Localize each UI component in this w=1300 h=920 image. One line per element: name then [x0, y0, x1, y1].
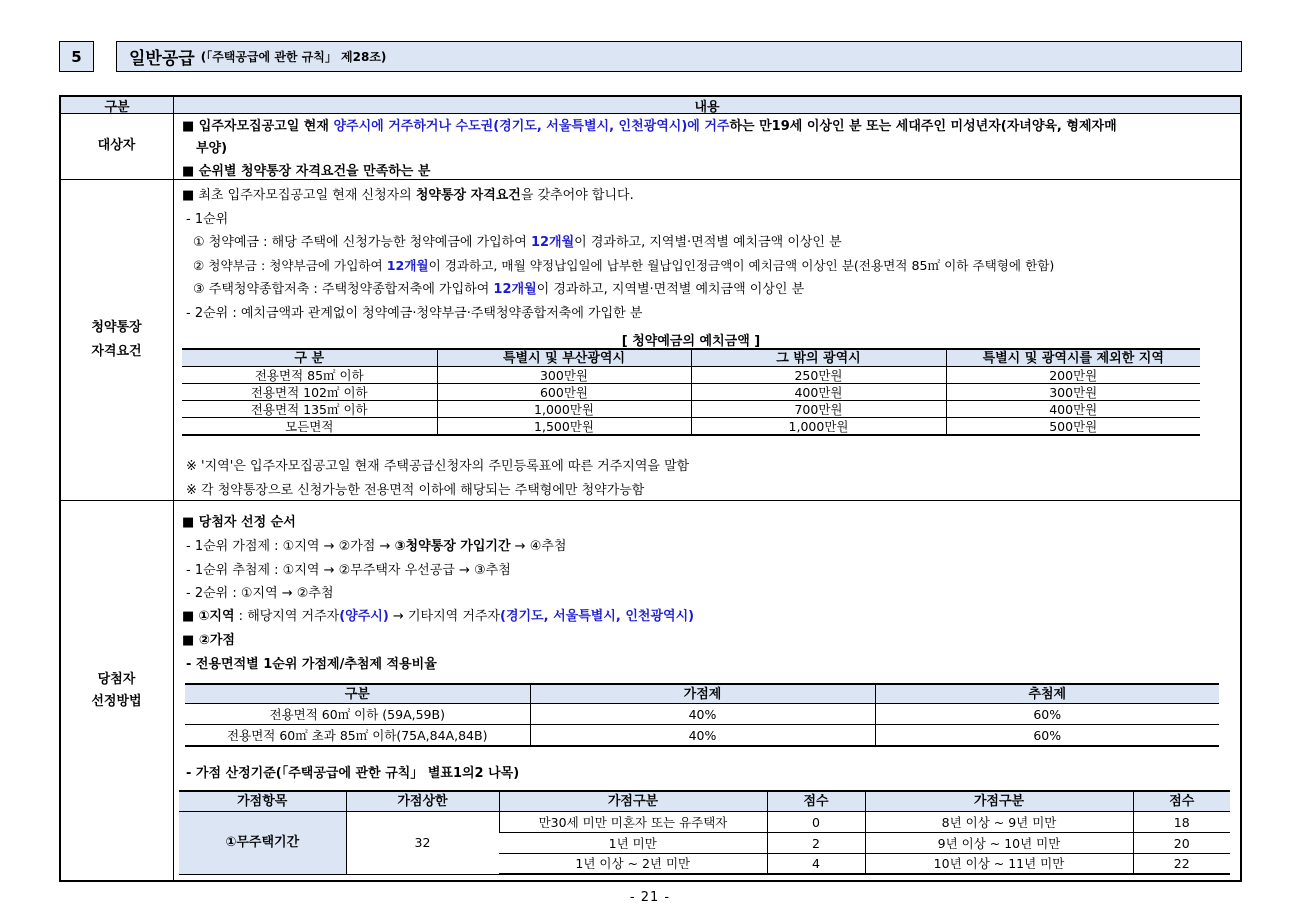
deposit-cell: 1,000만원 — [437, 401, 691, 418]
score-cell: 1년 이상 ~ 2년 미만 — [499, 854, 767, 875]
ratio-header: 가점제 — [530, 684, 875, 704]
score-header: 가점구분 — [865, 791, 1133, 812]
deposit-cell: 400만원 — [946, 401, 1200, 418]
deposit-cell: 500만원 — [946, 418, 1200, 436]
account-note-2: ※ 각 청약통장으로 신청가능한 전용면적 이하에 해당되는 주택형에만 청약가능함 — [186, 483, 645, 498]
winner-line-4: - 2순위 : ①지역 → ②추첨 — [186, 586, 334, 601]
winner-line-1: ■ 당첨자 선정 순서 — [182, 515, 296, 530]
section-heading — [116, 41, 1242, 72]
header-col-category: 구분 — [104, 100, 130, 115]
table-row — [185, 725, 1219, 747]
deposit-header: 그 밖의 광역시 — [691, 349, 946, 367]
section-title: 일반공급 — [129, 49, 195, 69]
deposit-cell: 1,000만원 — [691, 418, 946, 436]
score-cell: 22 — [1133, 854, 1230, 875]
row-label-account-1: 청약통장 — [91, 320, 142, 335]
winner-line-3: - 1순위 추첨제 : ①지역 → ②무주택자 우선공급 → ③추첨 — [186, 563, 511, 578]
target-line-1: ■ 입주자모집공고일 현재 양주시에 거주하거나 수도권(경기도, 서울특별시, 인천광역시)에 거주하는 만19세 이상인 분 또는 세대주인 미성년자(자녀양육, 형제자매 — [182, 119, 1117, 134]
row-divider — [59, 500, 1242, 501]
score-cell: 8년 이상 ~ 9년 미만 — [865, 812, 1133, 833]
score-cell: 10년 이상 ~ 11년 미만 — [865, 854, 1133, 875]
table-row — [182, 367, 1200, 384]
column-divider — [173, 95, 174, 882]
account-line-5: ③ 주택청약종합저축 : 주택청약종합저축에 가입하여 12개월이 경과하고, 지역별·면적별 예치금액 이상인 분 — [193, 282, 805, 297]
account-line-6: - 2순위 : 예치금액과 관계없이 청약예금·청약부금·주택청약종합저축에 가입한 분 — [186, 306, 643, 321]
score-header: 점수 — [767, 791, 865, 812]
table-row — [182, 384, 1200, 401]
deposit-header: 특별시 및 광역시를 제외한 지역 — [946, 349, 1200, 367]
ratio-cell: 60% — [875, 725, 1219, 747]
deposit-cell: 300만원 — [946, 384, 1200, 401]
deposit-cell: 400만원 — [691, 384, 946, 401]
header-col-content: 내용 — [694, 100, 720, 115]
winner-line-5: ■ ①지역 : 해당지역 거주자(양주시) → 기타지역 거주자(경기도, 서울특별시, 인천광역시) — [182, 609, 695, 624]
score-cell: 4 — [767, 854, 865, 875]
deposit-header: 구 분 — [182, 349, 437, 367]
account-line-1: ■ 최초 입주자모집공고일 현재 신청자의 청약통장 자격요건을 갖추어야 합니다. — [182, 188, 634, 203]
ratio-cell: 60% — [875, 704, 1219, 725]
ratio-cell: 전용면적 60㎡ 초과 85㎡ 이하(75A,84A,84B) — [185, 725, 530, 747]
ratio-header: 구분 — [185, 684, 530, 704]
account-note-1: ※ '지역'은 입주자모집공고일 현재 주택공급신청자의 주민등록표에 따른 거주지역을 말함 — [186, 459, 690, 474]
row-divider — [59, 179, 1242, 180]
row-label-target: 대상자 — [97, 138, 136, 153]
ratio-cell: 40% — [530, 725, 875, 747]
score-header: 가점항목 — [179, 791, 346, 812]
score-cell: 1년 미만 — [499, 833, 767, 854]
score-cell: 0 — [767, 812, 865, 833]
score-item-cell: ①무주택기간 — [179, 812, 346, 875]
account-line-4: ② 청약부금 : 청약부금에 가입하여 12개월이 경과하고, 매월 약정납입일에 납부한 월납입인정금액이 예치금액 이상인 분(전용면적 85㎡ 이하 주택형에 한함) — [193, 258, 1055, 273]
ratio-header: 추첨제 — [875, 684, 1219, 704]
target-line-3: ■ 순위별 청약통장 자격요건을 만족하는 분 — [182, 164, 431, 179]
row-label-account-2: 자격요건 — [91, 344, 142, 359]
deposit-header: 특별시 및 부산광역시 — [437, 349, 691, 367]
target-line-2: 부양) — [196, 141, 228, 156]
deposit-table — [182, 348, 1200, 436]
deposit-cell: 250만원 — [691, 367, 946, 384]
winner-line-6: ■ ②가점 — [182, 633, 235, 648]
score-table — [179, 790, 1230, 875]
deposit-cell: 200만원 — [946, 367, 1200, 384]
page-number: - 21 - — [629, 890, 671, 905]
deposit-cell: 전용면적 85㎡ 이하 — [182, 367, 437, 384]
deposit-cell: 모든면적 — [182, 418, 437, 436]
row-label-winner-2: 선정방법 — [91, 694, 142, 709]
table-row — [179, 812, 1230, 833]
deposit-header-row — [182, 349, 1200, 367]
ratio-header-row — [185, 684, 1219, 704]
table-row — [185, 704, 1219, 725]
deposit-cell: 600만원 — [437, 384, 691, 401]
score-cell: 만30세 미만 미혼자 또는 유주택자 — [499, 812, 767, 833]
score-cell: 18 — [1133, 812, 1230, 833]
section-subtitle: (「주택공급에 관한 규칙」 제28조) — [200, 50, 387, 64]
deposit-table-title: [ 청약예금의 예치금액 ] — [621, 334, 761, 349]
score-header: 점수 — [1133, 791, 1230, 812]
winner-line-7: - 전용면적별 1순위 가점제/추첨제 적용비율 — [186, 657, 437, 672]
score-header: 가점구분 — [499, 791, 767, 812]
score-cell: 2 — [767, 833, 865, 854]
deposit-cell: 1,500만원 — [437, 418, 691, 436]
row-label-winner-1: 당첨자 — [97, 672, 136, 687]
table-row — [182, 401, 1200, 418]
ratio-cell: 40% — [530, 704, 875, 725]
deposit-cell: 300만원 — [437, 367, 691, 384]
ratio-table — [185, 683, 1219, 747]
winner-line-8: - 가점 산정기준(「주택공급에 관한 규칙」 별표1의2 나목) — [186, 766, 520, 781]
table-row — [182, 418, 1200, 436]
deposit-cell: 전용면적 102㎡ 이하 — [182, 384, 437, 401]
score-cell: 9년 이상 ~ 10년 미만 — [865, 833, 1133, 854]
score-header-row — [179, 791, 1230, 812]
score-cell: 20 — [1133, 833, 1230, 854]
account-line-3: ① 청약예금 : 해당 주택에 신청가능한 청약예금에 가입하여 12개월이 경과하고, 지역별·면적별 예치금액 이상인 분 — [193, 235, 842, 250]
ratio-cell: 전용면적 60㎡ 이하 (59A,59B) — [185, 704, 530, 725]
winner-line-2: - 1순위 가점제 : ①지역 → ②가점 → ③청약통장 가입기간 → ④추첨 — [186, 539, 567, 554]
score-max-cell: 32 — [346, 812, 499, 875]
section-number: 5 — [59, 41, 94, 72]
score-header: 가점상한 — [346, 791, 499, 812]
account-line-2: - 1순위 — [186, 212, 229, 227]
deposit-cell: 전용면적 135㎡ 이하 — [182, 401, 437, 418]
deposit-cell: 700만원 — [691, 401, 946, 418]
